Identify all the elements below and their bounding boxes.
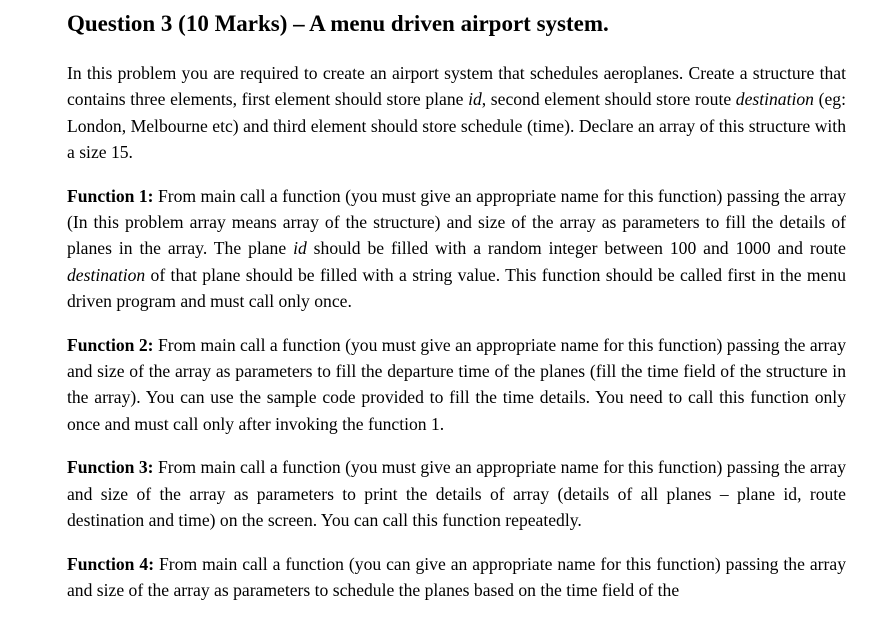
function1-text-2: should be filled with a random integer between 100 and 1000 and route [306, 238, 846, 259]
function3-label: Function 3: [67, 457, 154, 478]
intro-emphasis-destination: destination [735, 89, 814, 110]
function3-text: From main call a function (you must give an appropriate name for this function) passing the array and size of the array as parameters to print the details of array (details of all planes – plane id, route destination and time) on the screen. You can call this function repeatedly. [67, 457, 846, 531]
function2-text: From main call a function (you must give an appropriate name for this function) passing the array and size of the array as parameters to fill the departure time of the planes (fill the time field of the structure in the array). You can use the sample code provided to fill the time details. You need to call this function only once and must call only after invoking the function 1. [67, 334, 846, 434]
function1-label: Function 1: [67, 185, 154, 206]
intro-text-1: In this problem you are required to create an airport system that schedules aeroplanes. Create a structure that contains three elements, first element should store plane [67, 63, 846, 110]
function3-paragraph [67, 454, 846, 533]
function4-text: From main call a function (you can give an appropriate name for this function) passing the array and size of the array as parameters to schedule the planes based on the time field of the [67, 553, 846, 600]
question-title: Question 3 (10 Marks) – A menu driven airport system. [67, 11, 609, 36]
function2-label: Function 2: [67, 334, 154, 355]
intro-paragraph [67, 60, 846, 166]
function4-label: Function 4: [67, 553, 155, 574]
function1-emphasis-destination: destination [67, 264, 146, 285]
intro-text-3: (eg: London, Melbourne etc) and third element should store schedule (time). Declare an array of this structure with a size 15. [67, 89, 846, 163]
function1-text-1: From main call a function (you must give an appropriate name for this function) passing the array (In this problem array means array of the structure) and size of the array as parameters to fill the details of planes in the array. The plane [67, 185, 846, 259]
function1-emphasis-id: id [293, 238, 307, 259]
function1-text-3: of that plane should be filled with a string value. This function should be called first in the menu driven program and must call only once. [67, 264, 846, 312]
intro-emphasis-id: id [468, 89, 482, 110]
function1-paragraph [67, 183, 846, 315]
function4-paragraph [67, 551, 846, 604]
intro-text-2: , second element should store route [481, 89, 736, 110]
function2-paragraph [67, 332, 846, 438]
